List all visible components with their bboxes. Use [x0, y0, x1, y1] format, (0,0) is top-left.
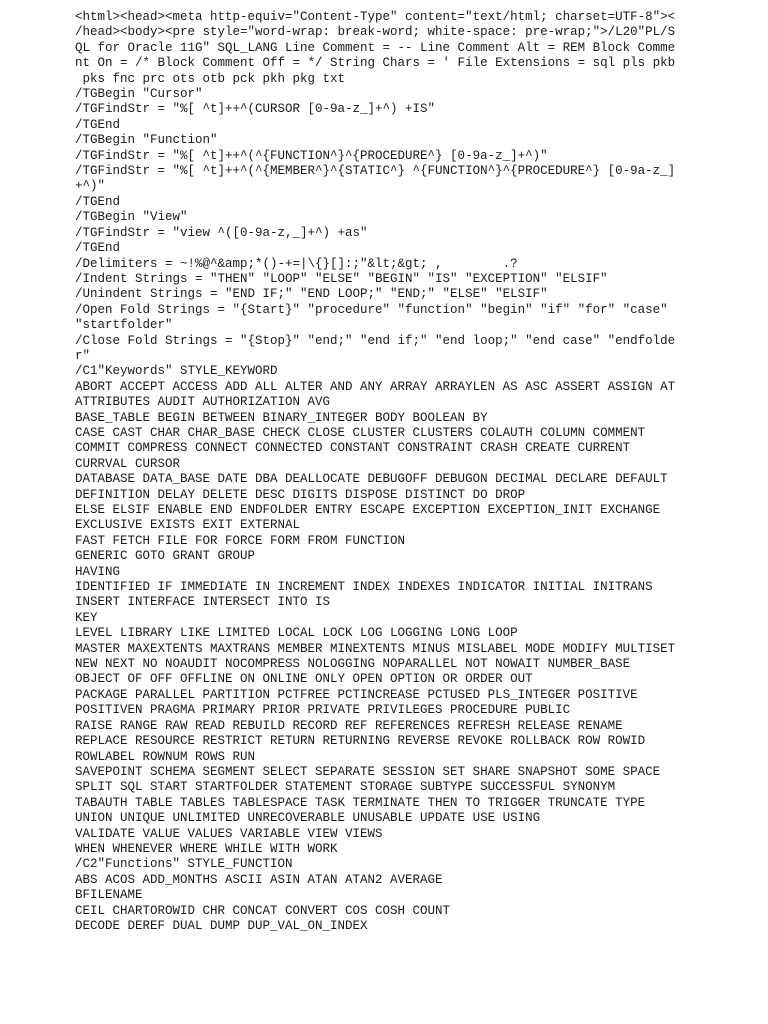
text-line: ROWLABEL ROWNUM ROWS RUN: [75, 749, 256, 764]
text-line: ABS ACOS ADD_MONTHS ASCII ASIN ATAN ATAN2 AVERAGE: [75, 872, 443, 887]
text-line: /TGFindStr = "%[ ^t]++^(^{MEMBER^}^{STATIC^} ^{FUNCTION^}^{PROCEDURE^} [0-9a-z_]: [75, 164, 676, 179]
text-line: /Close Fold Strings = "{Stop}" "end;" "end if;" "end loop;" "end case" "endfolde: [75, 333, 676, 348]
text-line: <html><head><meta http-equiv="Content-Type" content="text/html; charset=UTF-8"><: [75, 10, 676, 24]
text-line: REPLACE RESOURCE RESTRICT RETURN RETURNING REVERSE REVOKE ROLLBACK ROW ROWID: [75, 734, 646, 749]
text-line: BFILENAME: [75, 888, 143, 903]
text-line: LEVEL LIBRARY LIKE LIMITED LOCAL LOCK LOG LOGGING LONG LOOP: [75, 626, 518, 641]
text-line: /TGBegin "Function": [75, 133, 218, 148]
text-line: BASE_TABLE BEGIN BETWEEN BINARY_INTEGER BODY BOOLEAN BY: [75, 410, 488, 425]
text-line: FAST FETCH FILE FOR FORCE FORM FROM FUNCTION: [75, 533, 406, 548]
text-line: DEFINITION DELAY DELETE DESC DIGITS DISPOSE DISTINCT DO DROP: [75, 487, 526, 502]
document-text: [75, 10, 675, 934]
text-line: /TGFindStr = "%[ ^t]++^(CURSOR [0-9a-z_]+^) +IS": [75, 102, 436, 117]
text-line: /Delimiters = ~!%@^&amp;*()-+=|\{}[]:;"&lt;&gt; , .?: [75, 256, 518, 271]
text-line: /TGBegin "Cursor": [75, 87, 203, 102]
text-line: RAISE RANGE RAW READ REBUILD RECORD REF REFERENCES REFRESH RELEASE RENAME: [75, 718, 623, 733]
text-line: OBJECT OF OFF OFFLINE ON ONLINE ONLY OPEN OPTION OR ORDER OUT: [75, 672, 533, 687]
text-line: HAVING: [75, 564, 121, 579]
text-line: COMMIT COMPRESS CONNECT CONNECTED CONSTANT CONSTRAINT CRASH CREATE CURRENT: [75, 441, 631, 456]
text-line: QL for Oracle 11G" SQL_LANG Line Comment = -- Line Comment Alt = REM Block Comme: [75, 40, 676, 55]
text-line: /TGEnd: [75, 241, 121, 256]
text-line: UNION UNIQUE UNLIMITED UNRECOVERABLE UNUSABLE UPDATE USE USING: [75, 811, 541, 826]
text-line: nt On = /* Block Comment Off = */ String Chars = ' File Extensions = sql pls pkb: [75, 56, 676, 71]
text-line: /C2"Functions" STYLE_FUNCTION: [75, 857, 293, 872]
text-line: /TGFindStr = "view ^([0-9a-z,_]+^) +as": [75, 225, 368, 240]
text-line: /head><body><pre style="word-wrap: break-word; white-space: pre-wrap;">/L20"PL/S: [75, 25, 676, 40]
text-line: CASE CAST CHAR CHAR_BASE CHECK CLOSE CLUSTER CLUSTERS COLAUTH COLUMN COMMENT: [75, 425, 646, 440]
text-line: WHEN WHENEVER WHERE WHILE WITH WORK: [75, 841, 338, 856]
text-line: /TGBegin "View": [75, 210, 188, 225]
text-line: ABORT ACCEPT ACCESS ADD ALL ALTER AND ANY ARRAY ARRAYLEN AS ASC ASSERT ASSIGN AT: [75, 379, 676, 394]
text-line: EXCLUSIVE EXISTS EXIT EXTERNAL: [75, 518, 301, 533]
text-line: CEIL CHARTOROWID CHR CONCAT CONVERT COS COSH COUNT: [75, 903, 451, 918]
text-line: NEW NEXT NO NOAUDIT NOCOMPRESS NOLOGGING NOPARALLEL NOT NOWAIT NUMBER_BASE: [75, 657, 631, 672]
text-line: /TGEnd: [75, 194, 121, 209]
text-line: PACKAGE PARALLEL PARTITION PCTFREE PCTINCREASE PCTUSED PLS_INTEGER POSITIVE: [75, 687, 638, 702]
text-line: /Indent Strings = "THEN" "LOOP" "ELSE" "BEGIN" "IS" "EXCEPTION" "ELSIF": [75, 271, 608, 286]
text-line: MASTER MAXEXTENTS MAXTRANS MEMBER MINEXTENTS MINUS MISLABEL MODE MODIFY MULTISET: [75, 641, 676, 656]
text-line: DECODE DEREF DUAL DUMP DUP_VAL_ON_INDEX: [75, 918, 368, 933]
text-line: CURRVAL CURSOR: [75, 456, 181, 471]
text-line: pks fnc prc ots otb pck pkh pkg txt: [75, 71, 346, 86]
text-line: r": [75, 348, 91, 363]
text-line: ELSE ELSIF ENABLE END ENDFOLDER ENTRY ESCAPE EXCEPTION EXCEPTION_INIT EXCHANGE: [75, 503, 661, 517]
text-line: KEY: [75, 610, 98, 625]
text-line: /TGFindStr = "%[ ^t]++^(^{FUNCTION^}^{PROCEDURE^} [0-9a-z_]+^)": [75, 148, 548, 163]
text-line: /Open Fold Strings = "{Start}" "procedure" "function" "begin" "if" "for" "case": [75, 302, 668, 317]
text-line: GENERIC GOTO GRANT GROUP: [75, 549, 256, 564]
text-line: ATTRIBUTES AUDIT AUTHORIZATION AVG: [75, 395, 331, 410]
text-line: POSITIVEN PRAGMA PRIMARY PRIOR PRIVATE PRIVILEGES PROCEDURE PUBLIC: [75, 703, 571, 718]
text-line: /Unindent Strings = "END IF;" "END LOOP;" "END;" "ELSE" "ELSIF": [75, 287, 548, 302]
text-line: +^)": [75, 179, 106, 194]
text-line: /C1"Keywords" STYLE_KEYWORD: [75, 364, 278, 379]
text-line: "startfolder": [75, 318, 173, 333]
text-line: TABAUTH TABLE TABLES TABLESPACE TASK TERMINATE THEN TO TRIGGER TRUNCATE TYPE: [75, 795, 646, 810]
text-line: SAVEPOINT SCHEMA SEGMENT SELECT SEPARATE SESSION SET SHARE SNAPSHOT SOME SPACE: [75, 764, 661, 779]
text-line: VALIDATE VALUE VALUES VARIABLE VIEW VIEWS: [75, 826, 383, 841]
text-line: DATABASE DATA_BASE DATE DBA DEALLOCATE DEBUGOFF DEBUGON DECIMAL DECLARE DEFAULT: [75, 472, 668, 487]
text-line: IDENTIFIED IF IMMEDIATE IN INCREMENT INDEX INDEXES INDICATOR INITIAL INITRANS: [75, 580, 653, 595]
text-line: INSERT INTERFACE INTERSECT INTO IS: [75, 595, 331, 610]
text-line: SPLIT SQL START STARTFOLDER STATEMENT STORAGE SUBTYPE SUCCESSFUL SYNONYM: [75, 780, 616, 795]
text-line: /TGEnd: [75, 117, 121, 132]
